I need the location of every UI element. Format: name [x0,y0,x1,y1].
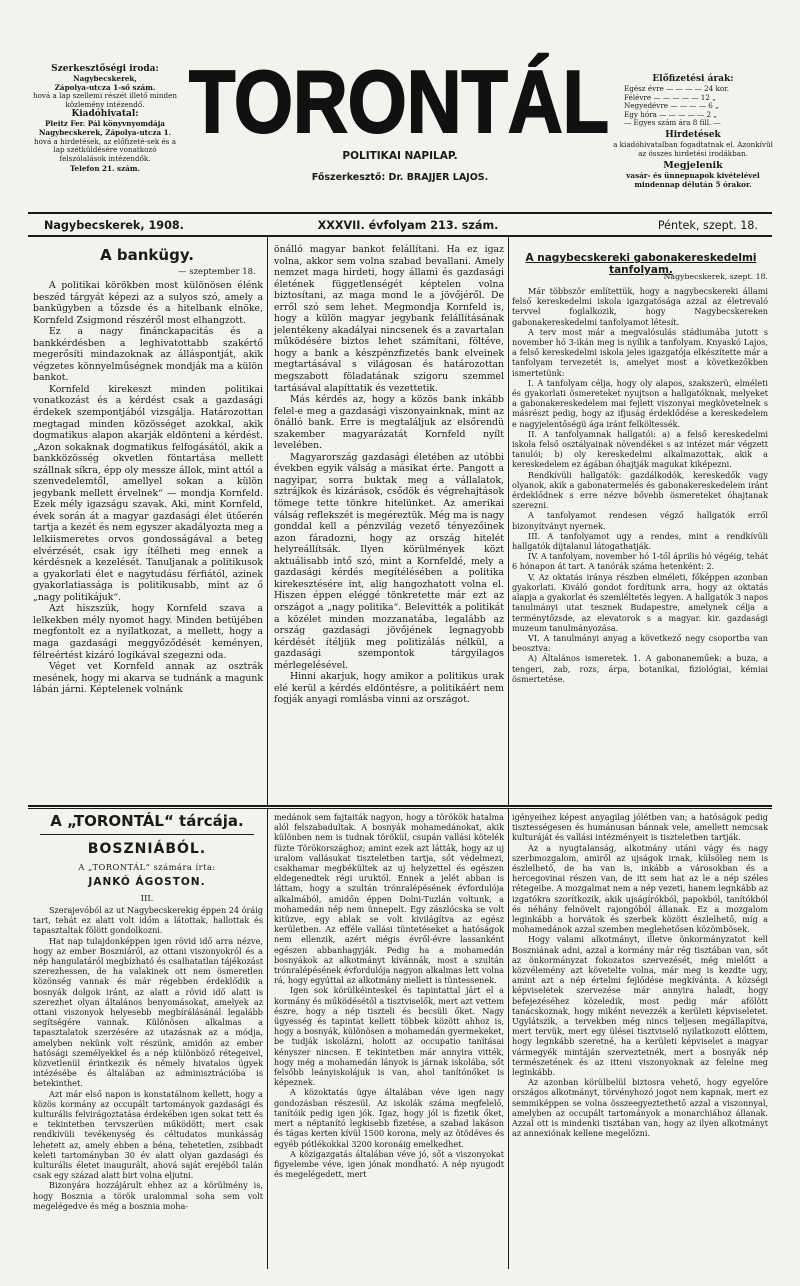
office-note: hová a lap szellemi részét illető minden közlemény intézendő. [32,91,178,109]
paragraph: A tanfolyamot rendesen végző hallgatók erről bizonyítványt nyernek. [512,510,768,531]
paragraph: V. Az oktatás iránya részben elméleti, főképpen azonban gyakorlati. Kiváló gondot fordítunk arra, hogy az oktatás alapja a gyakorlat és szemléltetés legyen. A hallgatók 3 napos tanulmányi utat tesznek Budapestre, amelynek célja a terménytőzsde, az elevatorok s a magyar. kir. gazdasági muzeum tanulmányozása. [512,571,768,633]
paragraph: önálló magyar bankot felállítani. Ha ez igaz volna, akkor sem volna szabad bevallani. Amely nemzet maga hirdeti, hogy állami és gazdasági életének függetlenségét képtelen volna biztosítani, az maga mond le a jövőjéről. De erről szó sem lehet. Megmondja Kornfeld is, hogy a külön magyar jegybank felállításának jelentékeny akadályai nincsenek és a zavartalan működésére biztos lehet számítani, föltéve, hogy a bank a készpénzfizetés bank elveinek megtartásával s világosan és határozottan megszabott föladatának szigoru szemmel tartásával alapíttatik és vezettetik. [274,244,504,394]
paragraph: A közoktatás ügye általában véve igen nagy gondozásban részesül. Az iskolák száma megfelelő, tanítóik pedig igen jók. Igaz, hogy jól is fizetik őket, mert a néptanító legkisebb fizetése, a szabad lakáson és tágas kerten kívül 1500 korona, mely az ötödéves és egyéb pótlékokkal 3200 koronáig emelkedhet. [274,1087,504,1149]
section-rule [28,808,772,809]
paragraph: Az a nyugtalanság, alkotmány utáni vágy és nagy szerbmozgalom, amiről az ujságok irnak, külsőleg nem is észlelhető, de ha van is, inkább a városokban és a hercegovinai részen van, de itt sem hat az le a nép széles rétegeibe. A mozgalmat nem a nép vezeti, hanem legnkább az izgatókra szorítkozik, akik ujságírókból, papokból, tanítókból és néhány felnövelt rajongóból állanak. Ez a mozgalom leginkább a horvátok és szerbek között észlelhető, míg a mohamedánok azzal szemben meglehetősen közömbösek. [512,842,768,935]
masthead-title: TORONTÁL [189,52,609,151]
feuilleton-title: BOSZNIÁBÓL. [87,841,207,857]
article-column-3 [512,286,768,798]
paragraph: Szerajevóból az ut Nagybecskerekig éppen 24 óráig tart, tehát ez alatt volt időm a látottak, hallottak és tapasztaltak fölött gondolkozni. [33,905,263,936]
price-single: — Egyes szám ára 8 fill. — [624,118,721,128]
column-divider [508,237,509,805]
paragraph: IV. A tanfolyam, november hó 1-től április hó végéig, tehát 6 hónapon át tart. A tanórák száma hetenként: 2. [512,551,768,572]
column-divider [267,237,268,805]
paragraph: Hinni akarjuk, hogy amikor a politikus urak elé kerül a kérdés eldöntésre, a politikáért nem fogják anyagi romlásba vinni az országot. [274,671,504,706]
column-divider [508,809,509,1269]
paragraph: Más kérdés az, hogy a közös bank inkább felel-e meg a gazdasági viszonyainknak, mint az önálló bank. Erre is megtaláljuk az elsőrendü szakember magyarázatát Kornfeld nyílt levelében. [274,394,504,452]
paragraph: Azt hiszszük, hogy Kornfeld szava a lelkekben mély nyomot hagy. Minden betüjében megfontolt ez a nyilatkozat, a mellett, hogy a maga gazdasági meggyőződését keményen, félreértést kizáró logikával szegezni oda. [33,603,263,661]
price-month: Egy hóra — — — — — 2 „ [624,109,718,119]
paragraph: Igen sok körülkéinteskel és tapintattal járt el a kormány és működésétől a tisztviselők, mert azt vettem észre, hogy a nép tiszteli és becsüli őket. Nagy ügyesség és tapintat kellett többek között ahhoz is, hogy a bosnyák, különösen a mohamedán gyermekeket, be tudják iskolázni, holott az occupatio tanításai kényszer nincsen. E tekintetben már annyira vitték, hogy még a mohamedán lányok is járnak iskolába, sőt felsőbb leányiskolájuk is van, ahol tanítónőket is képeznek. [274,985,504,1088]
appears-note: vasár- és ünnepnapok kivételével mindennap délután 5 órakor. [626,171,760,189]
paragraph: Ez a nagy finánckapacitás és a bankkérdésben a leghivatottabb szakértő megerősíti mindazoknak az álláspontját, akik végzetes könnyelműségnek mondják ma a külön bankot. [33,326,263,384]
feuilleton-column-2 [274,812,504,1265]
appears-title: Megjelenik [663,160,723,172]
article-title: A nagybecskereki gabonakereskedelmi tanfolyam. [525,252,757,276]
dateline-day: Péntek, szept. 18. [657,219,758,232]
office-title: Szerkesztőségi iroda: [51,64,159,74]
office-info [30,64,180,174]
article-column-2 [274,244,504,796]
paragraph: Kornfeld kirekeszt minden politikai vonatkozást és a kérdést csak a gazdasági érdekek szempontjából vizsgálja. Határozottan megtagad minden közösséget azokkal, akik dogmatikus alapon akarják eldönteni a kérdést. „Azon sokaknak dogmatikus felfogásától, akik a bankközösség okvetlen föntartása mellett szállnak síkra, épp oly messze állok, mint attól a szenvedelemtől, amellyel sokan a külön jegybank mellett érvelnek“ — mondja Kornfeld. Ezek mély igazságu szavak. Aki, mint Kornfeld, évek során át a magyar gazdasági élet ütőerén tartja a kezét és nem egyszer akadályozta meg a lelkiismeretes orvos gondosságával a beteg elvérzését, csak igy ítélheti meg ennek a kérdésnek a kezelését. Tanuljanak a politikusok a gyakorlati élet e nagytudásu férfiától, azinek gyakorlatiassága is politikusabb, mint az ő „nagy politikájuk“. [33,383,263,603]
publisher-name: Pleitz Fer. Pál könyvnyomdája [45,119,165,129]
dateline-issue: XXXVII. évfolyam 213. szám. [317,219,499,232]
publisher-address: Nagybecskerek, Zápolya-utcza 1. [38,127,172,137]
feuilleton-part: III. [140,894,154,904]
ads-note: a kiadóhivatalban fogadtatnak el. Azonkívül az összes hirdetési irodákban. [613,139,773,158]
paragraph: medánok sem fajtaiták nagyon, hogy a törökök hatalma alól felszabadultak. A bosnyák mohamedánokat, akik különben nem is tudnak törökül, csupán vallási kötelék füzte Törökországhoz; amint ezek azt látták, hogy az uj uralom vallásukat tiszteletben tartja, sőt védelmezi, csakhamar megbékültek az uj helyzettel és egészen eldegenedtek régi uruktól. Ennek a jelét abban is láttam, hogy a szultán trónralépésének évfordulója alkalmából, amidőn éppen Dolni-Tuzlán voltunk, a mohamedán nép nem ünnepelt. Egy zászlócska se volt kitüzve, egy ablak se volt kivilágítva az egész kerületben. Az efféle vallási tüntetéseket a hatóságok nem ellenzik, azért mégis évről-évre lassanként egészen abbanhagyják. Pedig ha a mohamedán bosnyákok az alkotmányt kívánnák, most a szultán trónralépésének évfordulója nagyon alkalmas lett volna rá, hogy egyúttal az alkotmány mellett is tüntessenek. [274,812,504,986]
paragraph: A politikai körökben most különösen élénk beszéd tárgyát képezi az a sulyos szó, amely a bankügyben a tőzsde és a hitelbank elnöke, Kornfeld Zsigmond részéről most elhangzott. [33,280,263,326]
section-rule [28,805,772,807]
paragraph: Hogy valami alkotmányt, illetve önkormányzatot kell Boszniának adni, azzal a kormány már rég tisztában van, sőt az önkormányzat fokozatos szervezését, még mielőtt a közvélemény azt követelte volna, már meg is kezdte ugy, amint azt a nép értelmi fejlődése megkívánta. A községi képviseletek szervezése már annyira haladt, hogy befejezéséhez közeledik, most pedig már afölött tanácskoznak, hogy miként nevezzék a kerületi képviseletet. Ugylátszik, a tervekben még nincs teljesen megállapítva, mert tervük, mert egy ülései tisztviselő nyilatkozott előttem, hogy legnkább szeretné, ha a kerületi képviselet a magyar vármegyék mintáján szerveztetnék, mert a bosnyák nép természetének és az itteni viszonyoknak az felelne meg leginkább. [512,934,768,1078]
paragraph: VI. A tanulmányi anyag a következő negy csoportba van beosztva: [512,632,768,654]
heading-rule [40,834,254,835]
prices-title: Előfizetési árak: [652,74,734,84]
paragraph: Az azonban körülbelül biztosra vehető, hogy egyelőre országos alkotmányt, törvényhozó jogot nem kapnak, mert ez semmiképpen se volna összeegyeztethető azzal a viszonnyal, amelyben az occupált tartományok a monarchiához állanak. Azzal ott is mindenki tisztában van, hogy az ilyen alkotmányt az annexiónak kellene megelőzni. [512,1077,768,1139]
dateline-place: Nagybecskerek, 1908. [44,219,184,232]
top-rule [28,212,772,214]
paragraph: Már többször említettük, hogy a nagybecskereki állami felső kereskedelmi iskola igazgatósága azzal az életrevaló tervvel foglalkozik, hogy Nagybecskereken gabonakereskedelmi tanfolyamot létesít. [512,286,768,327]
feuilleton-heading: A „TORONTÁL“ tárcája. [50,812,244,830]
paragraph: I. A tanfolyam célja, hogy oly alapos, szakszerü, elméleti és gyakorlati ösmereteket nyujtson a hallgatóknak, melyeket a gabonakereskedelem mai fejlett viszonyai megkövetelnek s másrészt pedig, hogy az ifjuság érdeklődése a kereskedelem e nagyjelentőségü ága iránt felköltessék. [512,377,768,429]
article-dateline: — szeptember 18. [178,267,256,277]
dateline-rule [28,235,772,237]
paragraph: A terv most már a megvalósulás stádiumába jutott s november hó 3-ikán meg is nyílik a tanfolyam. Knyaskó Lajos, a felső kereskedelmi iskola jeles igazgatója elkészítette már a tanfolyam tervezetét is, amelyet most a következőkben ismertetünk: [512,326,768,378]
feuilleton-author: JANKÓ ÁGOSTON. [88,876,206,888]
paragraph: igényeihez képest anyagilag jólétben van; a hatóságok pedig tisztességesen és humánusan bánnak vele, amellett nemcsak kulturáját és vallási intézményeit is tiszteletben tartják. [512,812,768,843]
paragraph: A) Általános ismeretek. 1. A gabonaneműek: a buza, a tengeri, zab, rozs, árpa, botanikai, fiziológiai, kémiai ösmertetése. [512,653,768,684]
article-title: A bankügy. [100,246,194,264]
paragraph: Hat nap tulajdonképpen igen rövid idő arra nézve, hogy az ember Boszniáról, az ottani viszonyokról és a nép hangulatáról megbízható és csalhatatlan tájékozást szerezhessen, de ha valakinek ott nem ösmeretlen közönség vannak és már régebben érdeklődik a bosnyák dolgok iránt, az alatt a rövid idő alatt is szerezhet olyan általános benyomásokat, amelyek az ottani viszonyok helyesebb megbírálásánál legalább segítségére vannak. Különösen alkalmas a tapasztalatok szerzésére az utazásnak az a módja, amelyben nekünk volt részünk, amidőn az ember hatósági személyekkel és a nép különböző rétegeivel, közvetlenül érintkezik és némely hivatalos ügyek intézésébe és általában az adminisztrációba is betekinthet. [33,935,263,1089]
feuilleton-byline: A „TORONTÁL“ számára írta: [78,862,216,872]
paragraph: Véget vet Kornfeld annak az osztrák mesének, hogy mi akarva se tudnánk a magunk lábán járni. Képtelenek volnánk [33,661,263,696]
paragraph: A közigazgatás általában véve jó, sőt a viszonyokat figyelembe véve, igen jónak mondható. A nép nyugodt és megelégedett, mert [274,1148,504,1180]
feuilleton-column-3 [512,812,768,1265]
phone-number: Telefon 21. szám. [70,164,140,174]
publisher-note: hová a hirdetések, az előfizeté-sek és a lap szétküldésére vonatkozó felszólalások intézendők. [33,136,177,163]
paragraph: Rendkívüli hallgatók: gazdálkodók, kereskedők vagy olyanok, akik a gabonatermelés és gabonakereskedelem iránt érdeklődnek s erre nézve bővebb ösmereteket óhajtanak szerezni. [512,469,768,511]
masthead-subtitle: POLITIKAI NAPILAP. [342,150,458,162]
publisher-title: Kiadóhivatal: [71,109,139,120]
subscription-info [612,74,774,189]
office-address: Zápolya-utcza 1-ső szám. [54,82,156,92]
ads-title: Hirdetések [665,129,721,140]
editor-line: Főszerkesztő: Dr. BRAJJER LAJOS. [311,172,489,183]
article-dateline: Nagybecskerek, szept. 18. [663,272,768,281]
paragraph: Magyarország gazdasági életében az utóbbi években egyik válság a másikat érte. Pangott a nagyipar, sorra buktak meg a vállalatok, sztrájkok és kizárások, csődök és végrehajtások tömege tette tönkre hitelünket. Az amerikai válság reflekszét is megéreztük. Még ma is nagy gonddal kell a pénzvilág vezető tényezőinek azon fáradozni, hogy az ország hitelét helyreállítsák. Ilyen körülmények közt aktuálisabb intő szó, mint a Kornfeldé, mely a gazdasági kérdés megítélésében a politika kirekesztésére int, alig hangozhatott volna el. Hiszen éppen eléggé tönkretette már ezt az országot a „nagy politika“. Belevitték a politikát a közélet minden mozzanatába, legalább az ország gazdasági jövőjének legnagyobb kérdését ítéljük meg politizálás nélkül, a gazdasági szempontok tárgyilagos mérlegelésével. [274,451,504,671]
paragraph: III. A tanfolyamot ugy a rendes, mint a rendkívüli hallgatók díjtalanul látogathatják. [512,530,768,552]
paragraph: Azt már első napon is konstatálnom kellett, hogy a közös kormány az occupált tartományok gazdasági és kulturális felvirágoztatása érdekében igen sokat tett és e tekintetben tervszerüen működött; mert csak rendkívüli tevékenység és céltudatos munkásság lehetett az, amely ebben a béna, tehetetlen, zsibbadt keleti tartományban 30 év alatt olyan gazdasági és kulturális életet inaugurált, ahová saját erejéből talán csak egy század alatt birt volna eljutni. [33,1088,263,1181]
column-divider [267,809,268,1269]
article-column-1 [33,280,263,796]
office-city: Nagybecskerek, [73,74,137,83]
price-half-year: Félévre — — — — — 12 „ [624,92,716,102]
price-year: Egész évre — — — — 24 kor. [624,84,730,93]
price-quarter: Negyedévre — — — — 6 „ [624,101,719,111]
paragraph: Bizonyára hozzájárult ehhez az a körülmény is, hogy Bosznia a török uralommal soha sem volt megelégedve és még a bosznia moha- [33,1180,263,1211]
feuilleton-column-1 [33,905,263,1265]
paragraph: II. A tanfolyamnak hallgatói: a) a felső kereskedelmi iskola felső osztályainak növendékei s az intézet már végzett tanulói; b) oly kereskedelmi alkalmazottak, akik a kereskedelem ez ágában óhajtják magukat kiképezni. [512,428,768,470]
